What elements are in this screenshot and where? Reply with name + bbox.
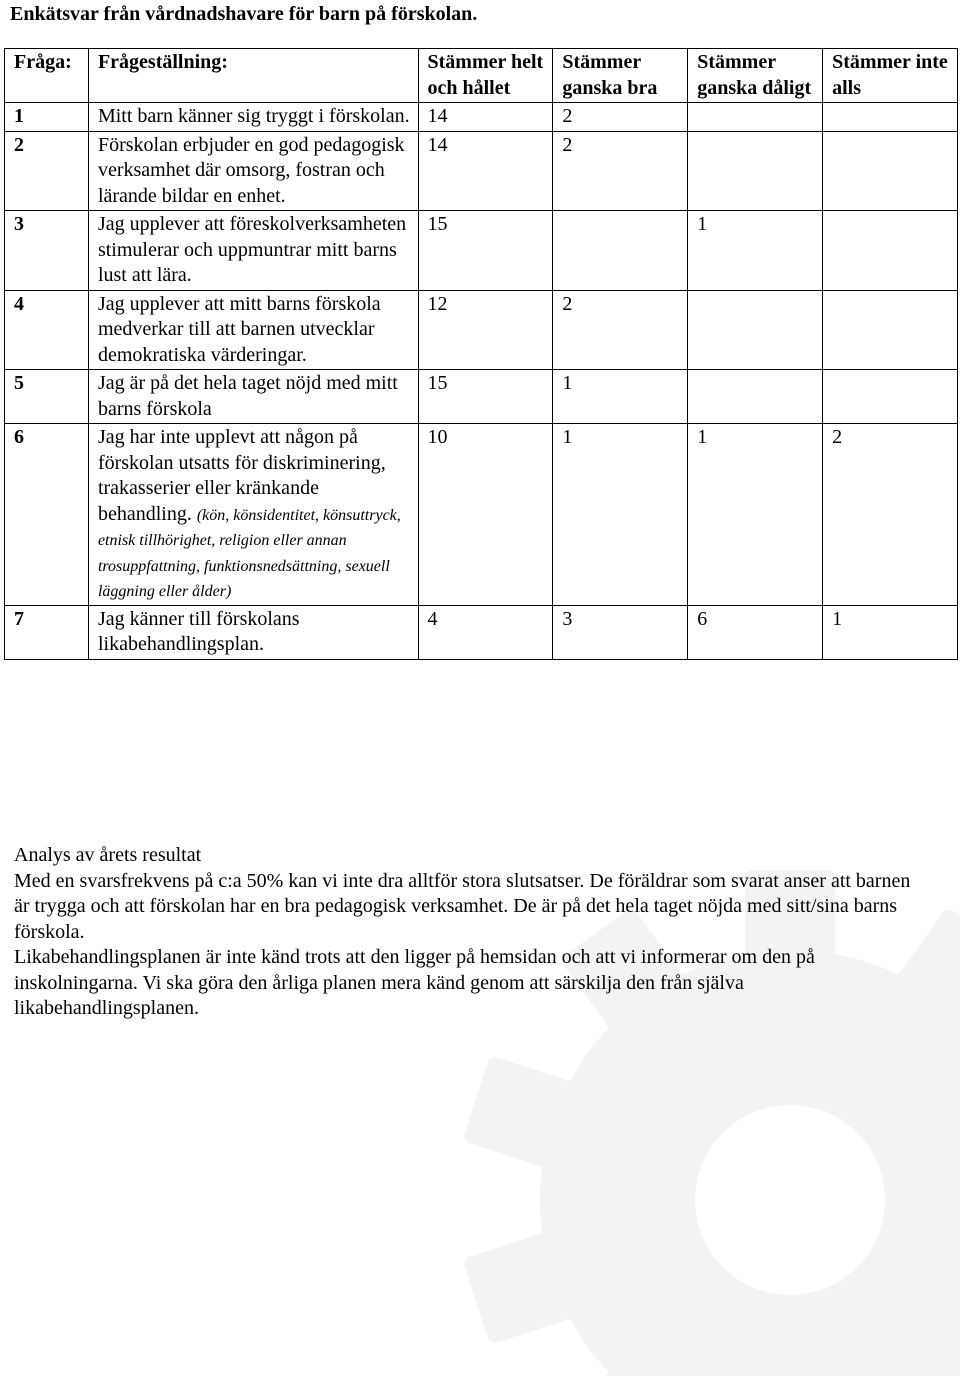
question-cell	[88, 424, 418, 606]
question-cell	[88, 131, 418, 211]
answer-not-at-all-count	[823, 370, 958, 424]
header-answer-agree: Stämmer ganska bra	[553, 49, 688, 103]
answer-not-at-all-count: 2	[823, 424, 958, 606]
header-answer-fully-agree: Stämmer helt och hållet	[418, 49, 553, 103]
answer-not-at-all-count	[823, 103, 958, 132]
answer-agree-count: 1	[553, 370, 688, 424]
answer-agree-count: 3	[553, 605, 688, 659]
question-number: 5	[5, 370, 89, 424]
answer-fully-agree-count: 14	[418, 131, 553, 211]
answer-disagree-count	[688, 131, 823, 211]
answer-agree-count: 2	[553, 131, 688, 211]
table-row	[5, 605, 958, 659]
answer-not-at-all-count	[823, 131, 958, 211]
answer-disagree-count	[688, 103, 823, 132]
survey-table	[4, 48, 958, 660]
analysis-section	[14, 843, 924, 1022]
answer-agree-count: 1	[553, 424, 688, 606]
table-row	[5, 103, 958, 132]
page-title: Enkätsvar från vårdnadshavare för barn på förskolan.	[10, 3, 478, 25]
answer-not-at-all-count	[823, 290, 958, 370]
question-cell	[88, 103, 418, 132]
answer-fully-agree-count: 10	[418, 424, 553, 606]
table-row	[5, 424, 958, 606]
question-number: 6	[5, 424, 89, 606]
question-text: Jag upplever att föreskolverksamheten stimulerar och uppmuntrar mitt barns lust att lära.	[97, 213, 407, 286]
answer-disagree-count: 1	[688, 424, 823, 606]
question-note: (kön, könsidentitet, könsuttryck, etnisk tillhörighet, religion eller annan trosuppfattning, funktionsnedsättning, sexuell läggning eller ålder)	[97, 506, 401, 600]
table-header-row	[5, 49, 958, 103]
analysis-paragraph: Likabehandlingsplanen är inte känd trots att den ligger på hemsidan och att vi informerar om den på inskolningarna. Vi ska göra den årliga planen mera känd genom att särskilja den från själva likabehandlingsplanen.	[14, 946, 815, 1019]
header-answer-disagree: Stämmer ganska dåligt	[688, 49, 823, 103]
answer-fully-agree-count: 12	[418, 290, 553, 370]
answer-fully-agree-count: 15	[418, 370, 553, 424]
answer-disagree-count: 6	[688, 605, 823, 659]
header-answer-not-at-all: Stämmer inte alls	[823, 49, 958, 103]
question-text: Jag är på det hela taget nöjd med mitt barns förskola	[97, 372, 398, 420]
question-text: Jag känner till förskolans likabehandlingsplan.	[97, 607, 300, 655]
answer-agree-count	[553, 211, 688, 291]
answer-not-at-all-count: 1	[823, 605, 958, 659]
question-number: 1	[5, 103, 89, 132]
answer-disagree-count	[688, 290, 823, 370]
answer-agree-count: 2	[553, 103, 688, 132]
question-text: Jag har inte upplevt att någon på förskolan utsatts för diskriminering, trakasserier eller kränkande behandling.	[97, 426, 386, 525]
answer-disagree-count	[688, 370, 823, 424]
answer-fully-agree-count: 4	[418, 605, 553, 659]
analysis-heading: Analys av årets resultat	[14, 844, 202, 866]
question-text: Mitt barn känner sig tryggt i förskolan.	[97, 105, 410, 127]
question-cell	[88, 370, 418, 424]
question-cell	[88, 605, 418, 659]
question-cell	[88, 211, 418, 291]
question-number: 3	[5, 211, 89, 291]
answer-disagree-count: 1	[688, 211, 823, 291]
table-row	[5, 290, 958, 370]
question-text: Jag upplever att mitt barns förskola medverkar till att barnen utvecklar demokratiska värderingar.	[97, 292, 381, 366]
table-row	[5, 211, 958, 291]
answer-agree-count: 2	[553, 290, 688, 370]
question-text: Förskolan erbjuder en god pedagogisk verksamhet där omsorg, fostran och lärande bildar en enhet.	[97, 133, 405, 207]
question-cell	[88, 290, 418, 370]
table-row	[5, 131, 958, 211]
question-number: 4	[5, 290, 89, 370]
header-number: Fråga:	[5, 49, 89, 103]
question-number: 2	[5, 131, 89, 211]
analysis-paragraph: Med en svarsfrekvens på c:a 50% kan vi inte dra alltför stora slutsatser. De föräldrar som svarat anser att barnen är trygga och att förskolan har en bra pedagogisk verksamhet. De är på det hela taget nöjda med sitt/sina barns förskola.	[14, 869, 911, 943]
answer-not-at-all-count	[823, 211, 958, 291]
answer-fully-agree-count: 15	[418, 211, 553, 291]
answer-fully-agree-count: 14	[418, 103, 553, 132]
table-row	[5, 370, 958, 424]
header-question: Frågeställning:	[88, 49, 418, 103]
question-number: 7	[5, 605, 89, 659]
